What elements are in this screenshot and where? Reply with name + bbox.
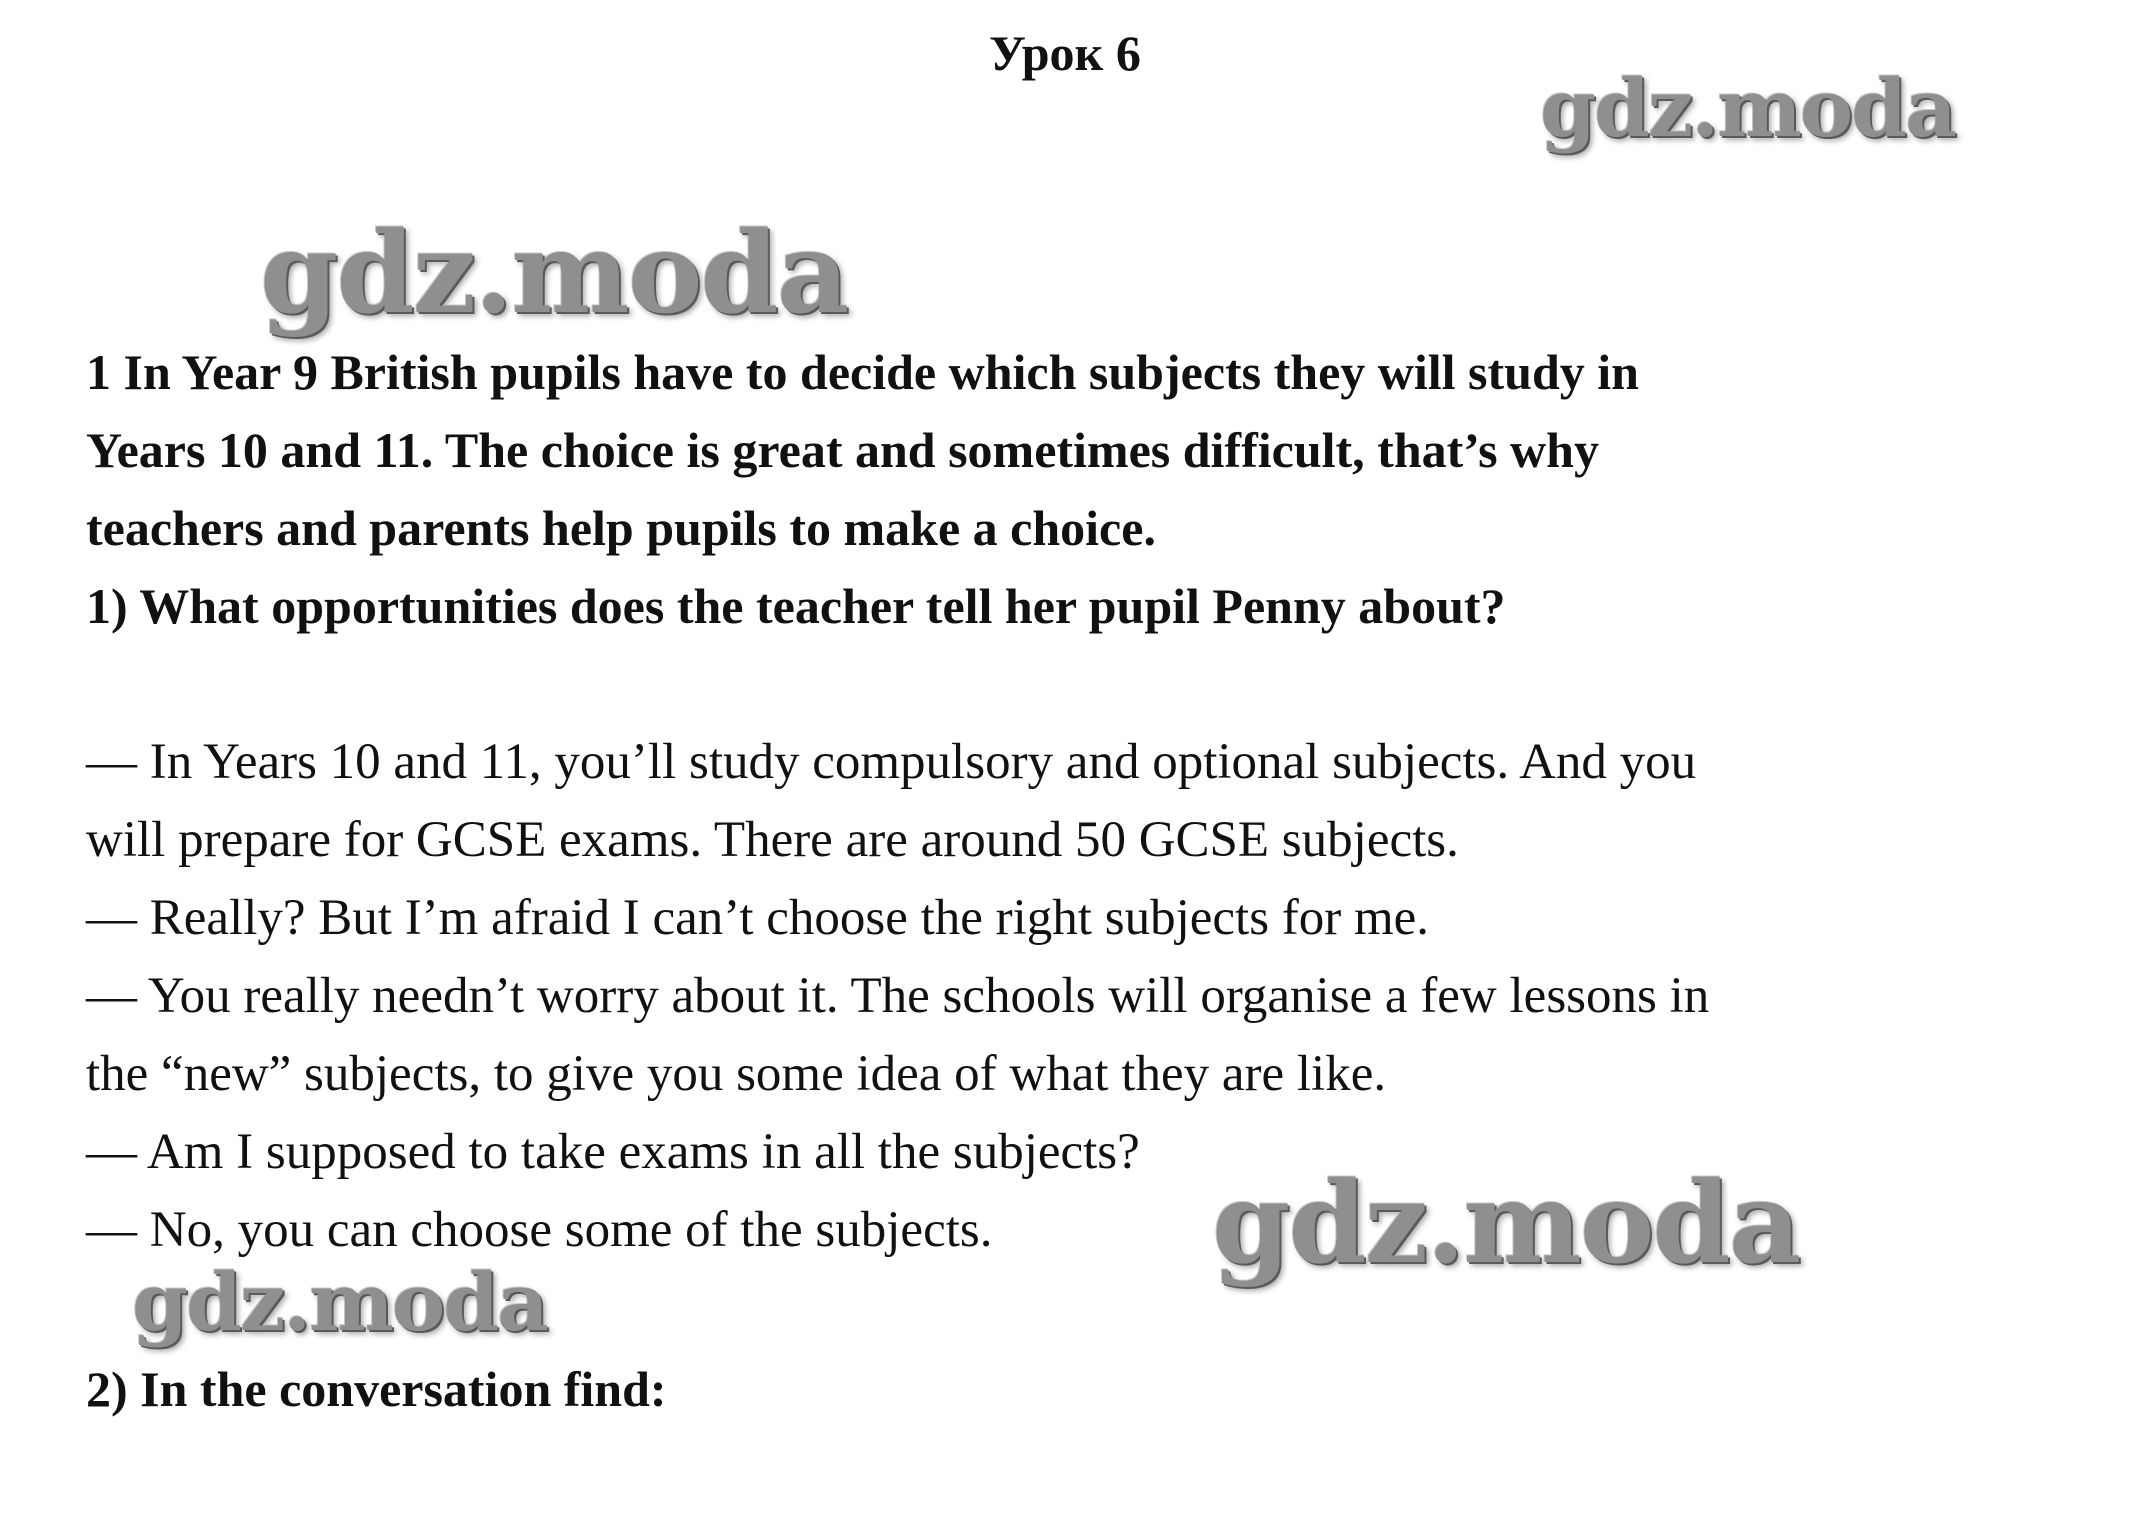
dialogue-line: — Am I supposed to take exams in all the subjects? bbox=[86, 1124, 1140, 1180]
task-two bbox=[86, 1350, 2036, 1428]
watermark-logo: gdz.moda bbox=[1212, 1158, 1800, 1289]
task-text-line: Years 10 and 11. The choice is great and sometimes difficult, that’s why bbox=[86, 422, 1599, 478]
dialogue-line: — In Years 10 and 11, you’ll study compulsory and optional subjects. And you bbox=[86, 734, 1697, 790]
lesson-title: Урок 6 bbox=[989, 25, 1141, 81]
dialogue-line: — No, you can choose some of the subjects. bbox=[86, 1202, 993, 1258]
task-text-line: teachers and parents help pupils to make a choice. bbox=[86, 500, 1156, 556]
dialogue-line: the “new” subjects, to give you some idea of what they are like. bbox=[86, 1046, 1387, 1102]
dialogue-line: will prepare for GCSE exams. There are around 50 GCSE subjects. bbox=[86, 812, 1459, 868]
task-intro bbox=[86, 333, 2036, 645]
question-heading: 1) What opportunities does the teacher tell her pupil Penny about? bbox=[86, 578, 1506, 634]
dialogue-line: — You really needn’t worry about it. The schools will organise a few lessons in bbox=[86, 968, 1710, 1024]
watermark-logo: gdz.moda bbox=[260, 208, 848, 339]
dialogue-line: — Really? But I’m afraid I can’t choose the right subjects for me. bbox=[86, 890, 1430, 946]
question-heading: 2) In the conversation find: bbox=[86, 1361, 667, 1417]
watermark-logo: gdz.moda bbox=[1540, 61, 1955, 155]
watermark-logo: gdz.moda bbox=[132, 1255, 547, 1349]
task-text-line: 1 In Year 9 British pupils have to decide which subjects they will study in bbox=[86, 344, 1639, 400]
